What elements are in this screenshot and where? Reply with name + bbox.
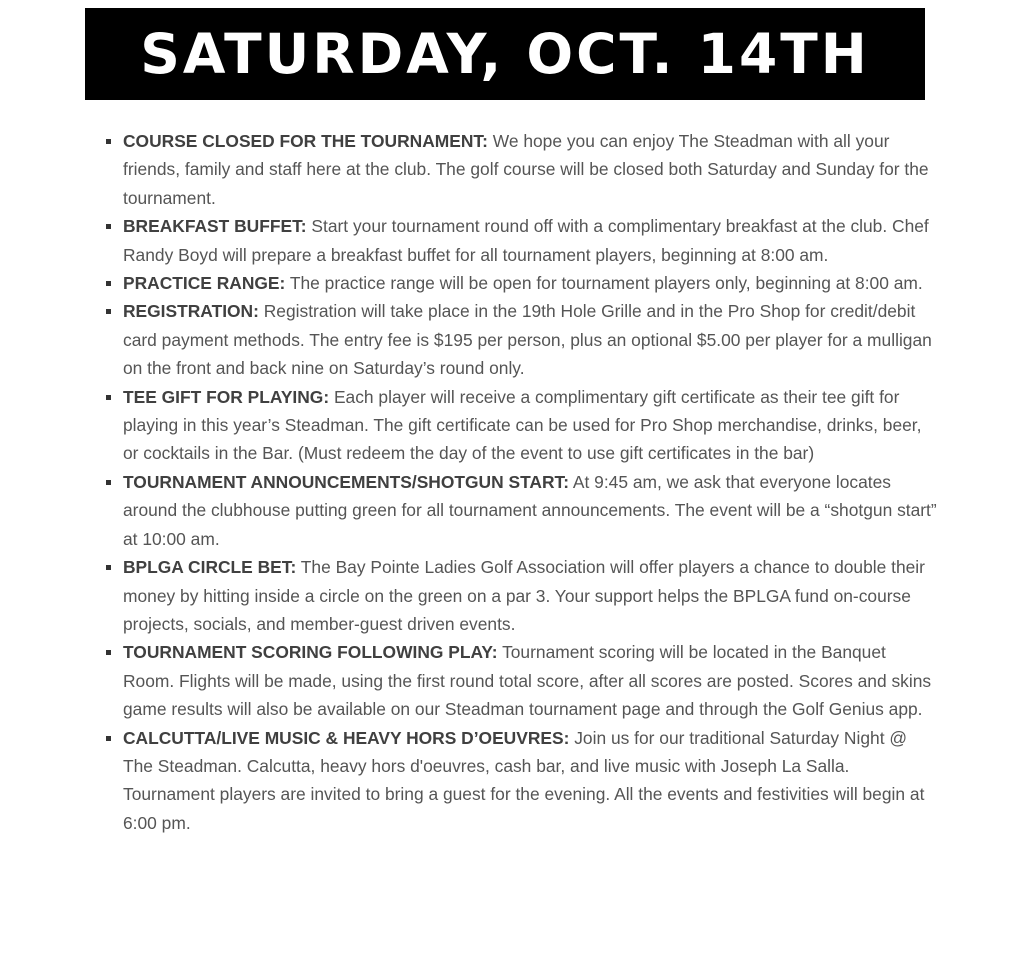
event-schedule-list [106, 127, 941, 837]
date-banner [85, 8, 925, 100]
item-heading: PRACTICE RANGE: [123, 273, 286, 294]
item-heading: COURSE CLOSED FOR THE TOURNAMENT: [123, 131, 488, 151]
list-item-announcements [106, 468, 941, 553]
list-item-breakfast-buffet [106, 212, 941, 269]
item-text: Registration will take place in the 19th Hole Grille and in the Pro Shop for credit/debit card payment methods. The entry fee is $195 per person, plus an optional $5.00 per player for a mulligan on the front and back nine on Saturday’s round only. [123, 301, 932, 379]
bullet-icon [106, 736, 111, 741]
item-heading: BREAKFAST BUFFET: [123, 216, 307, 237]
item-text: Start your tournament round off with a complimentary breakfast at the club. Chef Randy Boyd will prepare a breakfast buffet for all tournament players, beginning at 8:00 am. [123, 216, 929, 265]
item-heading: REGISTRATION: [123, 301, 259, 322]
date-banner-title: SATURDAY, OCT. 14TH [140, 21, 870, 86]
list-item-scoring [106, 638, 941, 723]
bullet-icon [106, 650, 111, 655]
item-text: The Bay Pointe Ladies Golf Association will offer players a chance to double their money by hitting inside a circle on the green on a par 3. Your support helps the BPLGA fund on-course projects, socials, and member-guest driven events. [123, 557, 925, 634]
item-heading: CALCUTTA/LIVE MUSIC & HEAVY HORS D’OEUVRES: [123, 727, 570, 748]
item-text: Tournament scoring will be located in the Banquet Room. Flights will be made, using the first round total score, after all scores are posted. Scores and skins game results will also be available on our Steadman tournament page and through the Golf Genius app. [123, 642, 932, 720]
item-heading: BPLGA CIRCLE BET: [123, 557, 297, 578]
bullet-icon [106, 139, 111, 144]
bullet-icon [106, 565, 111, 570]
item-text: At 9:45 am, we ask that everyone locates around the clubhouse putting green for all tournament announcements. The event will be a “shotgun start” at 10:00 am. [123, 471, 937, 549]
bullet-icon [106, 395, 111, 400]
item-text: We hope you can enjoy The Steadman with all your friends, family and staff here at the club. The golf course will be closed both Saturday and Sunday for the tournament. [123, 131, 929, 208]
bullet-icon [106, 281, 111, 286]
bullet-icon [106, 224, 111, 229]
item-text: The practice range will be open for tournament players only, beginning at 8:00 am. [285, 273, 923, 294]
list-item-course-closed [106, 127, 941, 212]
list-item-tee-gift [106, 383, 941, 468]
list-item-registration [106, 297, 941, 382]
list-item-circle-bet [106, 553, 941, 638]
item-text: Join us for our traditional Saturday Night @ The Steadman. Calcutta, heavy hors d'oeuvres, cash bar, and live music with Joseph La Salla. Tournament players are invited to bring a guest for the evening. All the events and festivities will begin at 6:00 pm. [123, 727, 925, 833]
list-item-practice-range [106, 269, 941, 297]
item-heading: TOURNAMENT ANNOUNCEMENTS/SHOTGUN START: [123, 471, 570, 492]
bullet-icon [106, 309, 111, 314]
bullet-icon [106, 480, 111, 485]
list-item-calcutta [106, 724, 941, 838]
item-text: Each player will receive a complimentary gift certificate as their tee gift for playing in this year’s Steadman. The gift certificate can be used for Pro Shop merchandise, drinks, beer, or cocktails in the Bar. (Must redeem the day of the event to use gift certificates in the bar) [123, 386, 922, 464]
item-heading: TEE GIFT FOR PLAYING: [123, 386, 330, 407]
item-heading: TOURNAMENT SCORING FOLLOWING PLAY: [123, 642, 498, 663]
